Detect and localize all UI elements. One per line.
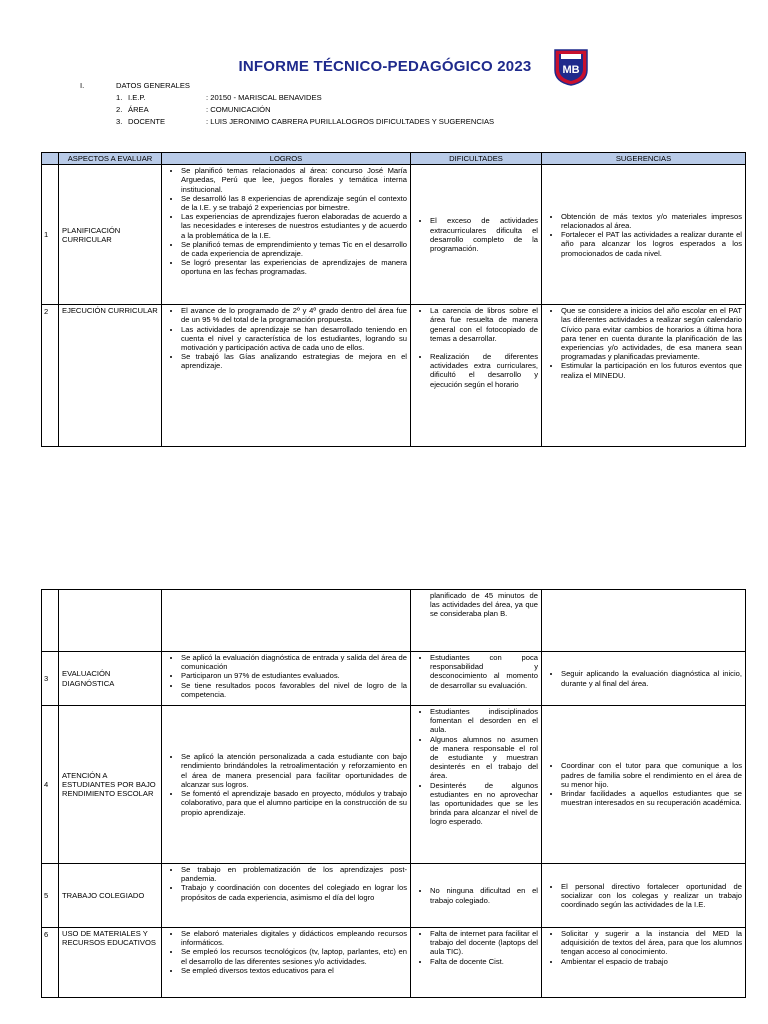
item-number: 1.	[116, 93, 123, 102]
logros-cell	[162, 928, 411, 998]
list-item: • Que se considere a inicios del año escolar en el PAT las diferentes actividades a realizar según calendario Cívico para evitar cambios de horarios a última hora para tener en cuenta durante la planificación de las experiencias y/o actividades, de esa manera sean programadas y planificadas previamente.	[561, 306, 742, 361]
logros-cell	[162, 305, 411, 447]
row-aspect: PLANIFICACIÓN CURRICULAR	[59, 165, 162, 305]
list-item: • Falta de internet para facilitar el trabajo del docente (laptops del aula TIC).	[430, 929, 538, 957]
item-number: 3.	[116, 117, 123, 126]
item-number: 2.	[116, 105, 123, 114]
row-number: 4	[42, 706, 59, 864]
table-row	[42, 165, 746, 305]
list-item: • El avance de lo programado de 2º y 4º grado dentro del área fue de un 95 % del total de la programación propuesta.	[181, 306, 407, 324]
sugerencias-cell	[542, 305, 746, 447]
list-item: • Se trabajo en problematización de los aprendizajes post- pandemia.	[181, 865, 407, 883]
table-row	[42, 864, 746, 928]
item-value: : LUIS JERONIMO CABRERA PURILLALOGROS DIFICULTADES Y SUGERENCIAS	[206, 117, 495, 126]
dificultades-cell	[411, 305, 542, 447]
section-number: I.	[80, 81, 85, 90]
list-item: • Se empleó los recursos tecnológicos (tv, laptop, parlantes, etc) en el desarrollo de las diferentes sesiones y/o actividades.	[181, 947, 407, 965]
table-row	[42, 652, 746, 706]
item-value: : COMUNICACIÓN	[206, 105, 271, 114]
list-item: • Se empleó diversos textos educativos para el	[181, 966, 407, 975]
row-aspect: USO DE MATERIALES Y RECURSOS EDUCATIVOS	[59, 928, 162, 998]
row-number: 6	[42, 928, 59, 998]
item-label: I.E.P.	[128, 93, 146, 102]
row-aspect: EVALUACIÓN DIAGNÓSTICA	[59, 652, 162, 706]
list-item: • La carencia de libros sobre el área fue resuelta de manera general con el fotocopiado de temas a desarrollar.	[430, 306, 538, 343]
sugerencias-cell	[542, 928, 746, 998]
list-item: • Se fomentó el aprendizaje basado en proyecto, módulos y trabajo colaborativo, para que el alumno participe en la construcción de su propio aprendizaje.	[181, 789, 407, 817]
general-data	[80, 80, 494, 128]
section-title: DATOS GENERALES	[116, 81, 190, 90]
list-item: • Estimular la participación en los futuros eventos que realiza el MINEDU.	[561, 361, 742, 379]
logros-cell	[162, 652, 411, 706]
list-item: • Estudiantes con poca responsabilidad y desconocimiento al momento de desarrollar su evaluación.	[430, 653, 538, 690]
header-cell-sugerencias: SUGERENCIAS	[542, 153, 746, 165]
dificultades-cell	[411, 165, 542, 305]
list-item: • El exceso de actividades extracurriculares dificulta el desarrollo completo de la programación.	[430, 216, 538, 253]
list-item: • Obtención de más textos y/o materiales impresos relacionados al área.	[561, 212, 742, 230]
continuation-text: planificado de 45 minutos de las actividades del área, ya que se consideraba plan B.	[430, 591, 538, 619]
evaluation-table-part2	[41, 589, 746, 998]
row-number: 1	[42, 165, 59, 305]
dificultades-cell	[411, 864, 542, 928]
list-item: • Se elaboró materiales digitales y didácticos empleando recursos informáticos.	[181, 929, 407, 947]
report-title: INFORME TÉCNICO-PEDAGÓGICO 2023	[238, 58, 532, 75]
item-label: ÁREA	[128, 105, 149, 114]
logros-cell	[162, 864, 411, 928]
list-item: • Se planificó temas relacionados al área: concurso José María Arguedas, Perú que lee, juegos florales y temática interna institucional.	[181, 166, 407, 194]
row-number: 5	[42, 864, 59, 928]
row-aspect: ATENCIÓN A ESTUDIANTES POR BAJO RENDIMIENTO ESCOLAR	[59, 706, 162, 864]
list-item: • Se planificó temas de emprendimiento y temas Tic en el desarrollo de cada experiencia de aprendizaje.	[181, 240, 407, 258]
list-item: • Se tiene resultados pocos favorables del nivel de logro de la competencia.	[181, 681, 407, 699]
sugerencias-cell	[542, 165, 746, 305]
item-value: : 20150 - MARISCAL BENAVIDES	[206, 93, 322, 102]
list-item: • El personal directivo fortalecer oportunidad de socializar con los colegas y realizar un trabajo coordinado según las actividades de la I.E.	[561, 882, 742, 910]
dificultades-cell	[411, 706, 542, 864]
header-cell-logros: LOGROS	[162, 153, 411, 165]
list-item: • Trabajo y coordinación con docentes del colegiado en lograr los propósitos de cada experiencia, asimismo el día del logro	[181, 883, 407, 901]
row-number: 2	[42, 305, 59, 447]
row-number: 3	[42, 652, 59, 706]
list-item: • Brindar facilidades a aquellos estudiantes que se muestran interesados en su recuperación académica.	[561, 789, 742, 807]
list-item: • Desinterés de algunos estudiantes en no aprovechar las oportunidades que se les brinda para alcanzar el nivel de logro esperado.	[430, 781, 538, 827]
list-item: • Se trabajó las Gías analizando estrategias de mejora en el aprendizaje.	[181, 352, 407, 370]
list-item: • Estudiantes indisciplinados fomentan el desorden en el aula.	[430, 707, 538, 735]
dificultades-cell	[411, 928, 542, 998]
sugerencias-cell	[542, 706, 746, 864]
sugerencias-cell	[542, 652, 746, 706]
header-cell-aspects: ASPECTOS A EVALUAR	[59, 153, 162, 165]
school-logo	[553, 48, 589, 86]
list-item: • Se logró presentar las experiencias de aprendizajes de manera oportuna en las fechas programadas.	[181, 258, 407, 276]
list-item: • Se aplicó la atención personalizada a cada estudiante con bajo rendimiento brindándoles la retroalimentación y reforzamiento en el área de manera presencial para facilitar oportunidades de alcanzar sus logros.	[181, 752, 407, 789]
evaluation-table-part1	[41, 152, 746, 447]
row-aspect: EJECUCIÓN CURRICULAR	[59, 305, 162, 447]
logros-cell	[162, 165, 411, 305]
list-item: • Algunos alumnos no asumen de manera responsable el rol de estudiante y muestran desinterés en el trabajo del área.	[430, 735, 538, 781]
list-item: • Se desarrolló las 8 experiencias de aprendizaje según el contexto de la I.E. y se trabajó 2 experiencias por bimestre.	[181, 194, 407, 212]
sugerencias-cell	[542, 864, 746, 928]
table-header-row	[42, 153, 746, 165]
logros-cell	[162, 706, 411, 864]
table-row	[42, 706, 746, 864]
header-cell-dificultades: DIFICULTADES	[411, 153, 542, 165]
list-item: • Fortalecer el PAT las actividades a realizar durante el año para alcanzar los logros esperados a los promocionados de cada nivel.	[561, 230, 742, 258]
list-item: • Coordinar con el tutor para que comunique a los padres de familia sobre el rendimiento en el área de su menor hijo.	[561, 761, 742, 789]
list-item: • Se aplicó la evaluación diagnóstica de entrada y salida del área de comunicación	[181, 653, 407, 671]
header-cell-empty	[42, 153, 59, 165]
dificultades-cell	[411, 652, 542, 706]
list-item: • Las experiencias de aprendizajes fueron elaboradas de acuerdo a las necesidades e intereses de nuestros estudiantes y de acuerdo a la problemática de la I.E.	[181, 212, 407, 240]
item-label: DOCENTE	[128, 117, 166, 126]
row-aspect: TRABAJO COLEGIADO	[59, 864, 162, 928]
list-item: • Ambientar el espacio de trabajo	[561, 957, 742, 966]
list-item: • Seguir aplicando la evaluación diagnóstica al inicio, durante y al final del área.	[561, 669, 742, 687]
list-item: • Realización de diferentes actividades extra curriculares, dificultó el desarrollo y ejecución según el horario	[430, 352, 538, 389]
dificultades-continuation	[411, 590, 542, 652]
list-item: • Las actividades de aprendizaje se han desarrollado teniendo en cuenta el nivel y característica de los estudiantes, logrando su motivación y participación activa de cada uno de ellos.	[181, 325, 407, 353]
table-row	[42, 928, 746, 998]
table-row	[42, 305, 746, 447]
list-item: • Falta de docente Cist.	[430, 957, 538, 966]
list-item: • No ninguna dificultad en el trabajo colegiado.	[430, 886, 538, 904]
list-item: • Participaron un 97% de estudiantes evaluados.	[181, 671, 407, 680]
logo-text: MB	[562, 64, 580, 76]
list-item: • Solicitar y sugerir a la instancia del MED la adquisición de textos del área, para que los alumnos tengan acceso al conocimiento.	[561, 929, 742, 957]
table-row-continuation	[42, 590, 746, 652]
